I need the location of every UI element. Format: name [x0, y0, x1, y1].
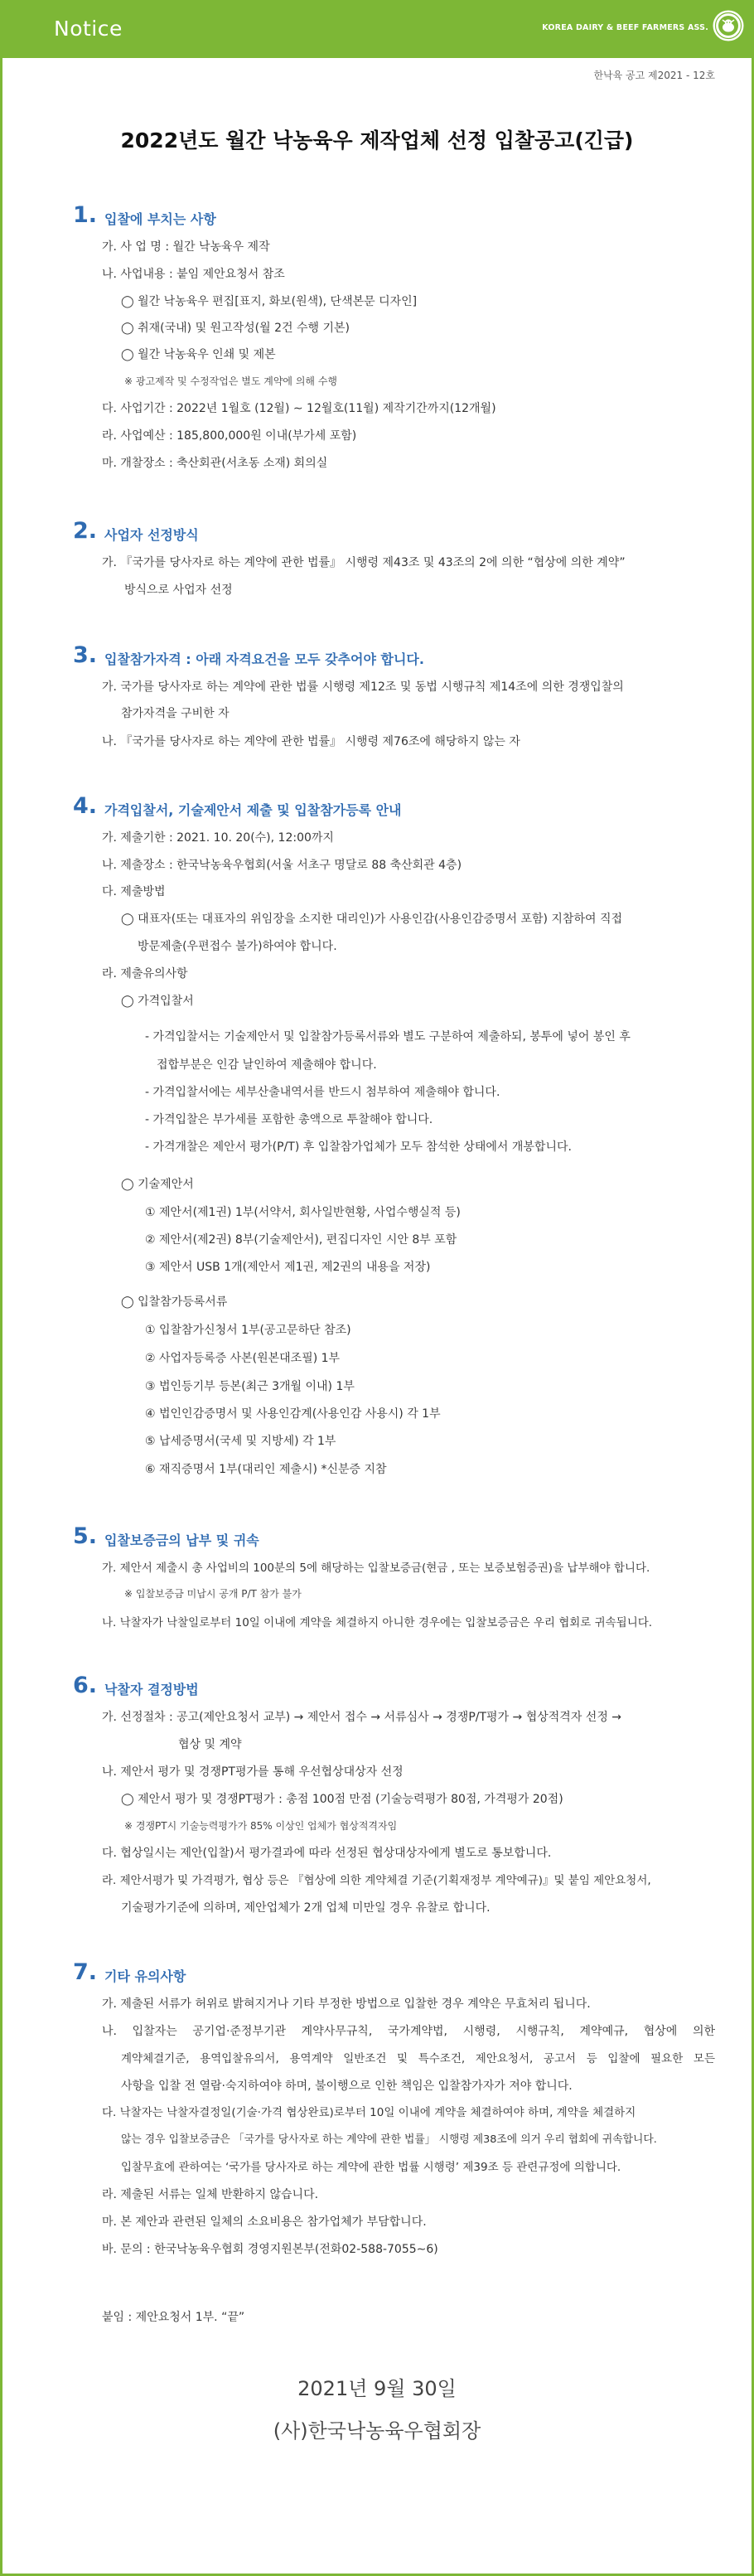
section-7-line-7: 입찰무효에 관하여는 ‘국가를 당사자로 하는 계약에 관한 법률 시행령’ 제39조 등 관련규정에 의합니다. [121, 2161, 621, 2174]
section-6-line-3: 나. 제안서 평가 및 경쟁PT평가를 통해 우선협상대상자 선정 [102, 1765, 404, 1779]
section-7-line-4: 사항을 입찰 전 열람·숙지하여야 하며, 불이행으로 인한 책임은 입찰참가자가 져야 합니다. [121, 2080, 573, 2093]
section-4-line-9: 접합부분은 인감 날인하여 제출해야 합니다. [157, 1058, 377, 1072]
section-7-line-3: 계약체결기준, 용역입찰유의서, 용역계약 일반조건 및 특수조건, 제안요청서, 공고서 등 입찰에 필요한 모든 [121, 2052, 715, 2065]
section-2-title: 사업자 선정방식 [104, 527, 199, 543]
section-1-line-8: 라. 사업예산 : 185,800,000원 이내(부가세 포함) [102, 429, 357, 443]
section-4-title: 가격입찰서, 기술제안서 제출 및 입찰참가등록 안내 [104, 802, 402, 818]
association-name: KOREA DAIRY & BEEF FARMERS ASS. [542, 23, 708, 32]
notice-title: 2022년도 월간 낙농육우 제작업체 선정 입찰공고(긴급) [120, 128, 634, 153]
section-5-line-1: 가. 제안서 제출시 총 사업비의 100분의 5에 해당하는 입찰보증금(현금 , 또는 보증보험증권)을 납부해야 합니다. [102, 1562, 650, 1575]
section-7-line-5: 다. 낙찰자는 낙찰자결정일(기술·가격 협상완료)로부터 10일 이내에 계약을 체결하여야 하며, 계약을 체결하지 [102, 2106, 636, 2119]
section-4-line-18: ① 입찰참가신청서 1부(공고문하단 참조) [145, 1324, 351, 1337]
section-6-number: 6. [73, 1673, 98, 1698]
document-number: 한낙육 공고 제2021 - 12호 [593, 70, 715, 81]
section-1-line-2: 나. 사업내용 : 붙임 제안요청서 참조 [102, 268, 285, 281]
section-3-number: 3. [73, 642, 98, 668]
section-1-title: 입찰에 부치는 사항 [104, 211, 216, 227]
section-7-number: 7. [73, 1959, 98, 1985]
section-1-line-1: 가. 사 업 명 : 월간 낙농육우 제작 [102, 240, 270, 254]
section-6-line-5: ※ 경쟁PT시 기술능력평가가 85% 이상인 업체가 협상적격자임 [124, 1820, 398, 1832]
section-4-line-22: ⑤ 납세증명서(국세 및 지방세) 각 1부 [145, 1435, 336, 1448]
section-1-line-5: ◯ 월간 낙농육우 인쇄 및 제본 [121, 348, 276, 361]
section-1-line-9: 마. 개찰장소 : 축산회관(서초동 소재) 회의실 [102, 457, 328, 470]
section-3-line-2: 참가자격을 구비한 자 [121, 707, 230, 720]
section-4-line-21: ④ 법인인감증명서 및 사용인감계(사용인감 사용시) 각 1부 [145, 1407, 441, 1421]
section-4-line-6: 라. 제출유의사항 [102, 967, 188, 981]
section-4-line-11: - 가격입찰은 부가세를 포함한 총액으로 투찰해야 합니다. [145, 1113, 433, 1126]
section-2-line-2: 방식으로 사업자 선정 [124, 583, 233, 597]
section-1-line-7: 다. 사업기간 : 2022년 1월호 (12월) ∼ 12월호(11월) 제작기간까지(12개월) [102, 402, 496, 415]
header-title: Notice [54, 17, 123, 41]
section-6-line-2: 협상 및 계약 [178, 1738, 242, 1751]
section-4-line-2: 나. 제출장소 : 한국낙농육우협회(서울 서초구 명달로 88 축산회관 4층) [102, 859, 462, 872]
header-divider [2, 58, 752, 61]
section-7-line-1: 가. 제출된 서류가 허위로 밝혀지거나 기타 부정한 방법으로 입찰한 경우 계약은 무효처리 됩니다. [102, 1997, 591, 2011]
closing-organization: (사)한국낙농육우협회장 [273, 2419, 481, 2443]
header-bar [2, 0, 752, 58]
section-7-line-9: 마. 본 제안과 관련된 일체의 소요비용은 참가업체가 부담합니다. [102, 2215, 427, 2229]
section-4-line-15: ② 제안서(제2권) 8부(기술제안서), 편집디자인 시안 8부 포함 [145, 1233, 457, 1247]
section-6-line-8: 기술평가기준에 의하며, 제안업체가 2개 업체 미만일 경우 유찰로 합니다. [121, 1901, 491, 1915]
section-4-line-5: 방문제출(우편접수 불가)하여야 합니다. [138, 940, 337, 953]
section-4-line-10: - 가격입찰서에는 세부산출내역서를 반드시 첨부하여 제출해야 합니다. [145, 1086, 500, 1099]
section-4-line-3: 다. 제출방법 [102, 885, 166, 898]
section-7-line-2: 나. 입찰자는 공기업·준정부기관 계약사무규칙, 국가계약법, 시행령, 시행규칙, 계약예규, 협상에 의한 [102, 2025, 715, 2038]
section-3-title: 입찰참가자격 : 아래 자격요건을 모두 갖추어야 합니다. [104, 651, 424, 667]
section-3-line-3: 나. 『국가를 당사자로 하는 계약에 관한 법률』 시행령 제76조에 해당하지 않는 자 [102, 735, 520, 748]
section-1-line-4: ◯ 취재(국내) 및 원고작성(월 2건 수행 기본) [121, 322, 350, 335]
section-4-line-14: ① 제안서(제1권) 1부(서약서, 회사일반현황, 사업수행실적 등) [145, 1206, 461, 1219]
attachment-note: 붙임 : 제안요청서 1부. “끝” [102, 2311, 245, 2324]
closing-date: 2021년 9월 30일 [297, 2377, 457, 2400]
section-4-line-23: ⑥ 재직증명서 1부(대리인 제출시) *신분증 지참 [145, 1463, 387, 1476]
section-4-line-1: 가. 제출기한 : 2021. 10. 20(수), 12:00까지 [102, 831, 334, 845]
section-7-line-8: 라. 제출된 서류는 일체 반환하지 않습니다. [102, 2188, 319, 2201]
section-7-line-6: 않는 경우 입찰보증금은 「국가를 당사자로 하는 계약에 관한 법률」 시행령 제38조에 의거 우리 협회에 귀속합니다. [121, 2133, 657, 2146]
section-4-line-13: ◯ 기술제안서 [121, 1178, 194, 1191]
section-5-title: 입찰보증금의 납부 및 귀속 [104, 1533, 259, 1548]
section-4-line-19: ② 사업자등록증 사본(원본대조필) 1부 [145, 1352, 341, 1365]
section-7-title: 기타 유의사항 [104, 1968, 186, 1984]
section-4-line-4: ◯ 대표자(또는 대표자의 위임장을 소지한 대리인)가 사용인감(사용인감증명서 포함) 지참하여 직접 [121, 913, 623, 926]
section-6-line-1: 가. 선정절차 : 공고(제안요청서 교부) → 제안서 접수 → 서류심사 → 경쟁P/T평가 → 협상적격자 선정 → [102, 1711, 622, 1724]
section-6-line-4: ◯ 제안서 평가 및 경쟁PT평가 : 총점 100점 만점 (기술능력평가 80점, 가격평가 20점) [121, 1793, 563, 1806]
section-6-line-7: 라. 제안서평가 및 가격평가, 협상 등은 『협상에 의한 계약체결 기준(기획재정부 계약예규)』및 붙임 제안요청서, [102, 1874, 651, 1887]
section-5-line-3: 나. 낙찰자가 낙찰일로부터 10일 이내에 계약을 체결하지 아니한 경우에는 입찰보증금은 우리 협회로 귀속됩니다. [102, 1616, 653, 1629]
section-1-number: 1. [73, 202, 98, 228]
section-4-line-16: ③ 제안서 USB 1개(제안서 제1권, 제2권의 내용을 저장) [145, 1261, 431, 1274]
section-4-line-8: - 가격입찰서는 기술제안서 및 입찰참가등록서류와 별도 구분하여 제출하되, 봉투에 넣어 봉인 후 [145, 1030, 631, 1043]
section-1-line-3: ◯ 월간 낙농육우 편집[표지, 화보(원색), 단색본문 디자인] [121, 295, 418, 308]
section-5-line-2: ※ 입찰보증금 미납시 공개 P/T 참가 불가 [124, 1588, 302, 1600]
section-4-line-20: ③ 법인등기부 등본(최근 3개월 이내) 1부 [145, 1380, 355, 1393]
section-7-line-10: 바. 문의 : 한국낙농육우협회 경영지원본부(전화02-588-7055∼6) [102, 2243, 438, 2256]
section-4-number: 4. [73, 793, 98, 819]
section-4-line-7: ◯ 가격입찰서 [121, 995, 194, 1008]
section-6-line-6: 다. 협상일시는 제안(입찰)서 평가결과에 따라 선정된 협상대상자에게 별도로 통보합니다. [102, 1847, 552, 1860]
association-emblem-icon [712, 9, 745, 42]
section-3-line-1: 가. 국가를 당사자로 하는 계약에 관한 법률 시행령 제12조 및 동법 시행규칙 제14조에 의한 경쟁입찰의 [102, 680, 624, 694]
section-4-line-12: - 가격개찰은 제안서 평가(P/T) 후 입찰참가업체가 모두 참석한 상태에서 개봉합니다. [145, 1140, 572, 1154]
section-2-line-1: 가. 『국가를 당사자로 하는 계약에 관한 법률』 시행령 제43조 및 43조의 2에 의한 “협상에 의한 계약” [102, 556, 626, 569]
section-6-title: 낙찰자 결정방법 [104, 1682, 199, 1697]
section-2-number: 2. [73, 518, 98, 544]
section-4-line-17: ◯ 입찰참가등록서류 [121, 1295, 228, 1309]
section-5-number: 5. [73, 1523, 98, 1549]
section-1-line-6: ※ 광고제작 및 수정작업은 별도 계약에 의해 수행 [124, 375, 338, 387]
